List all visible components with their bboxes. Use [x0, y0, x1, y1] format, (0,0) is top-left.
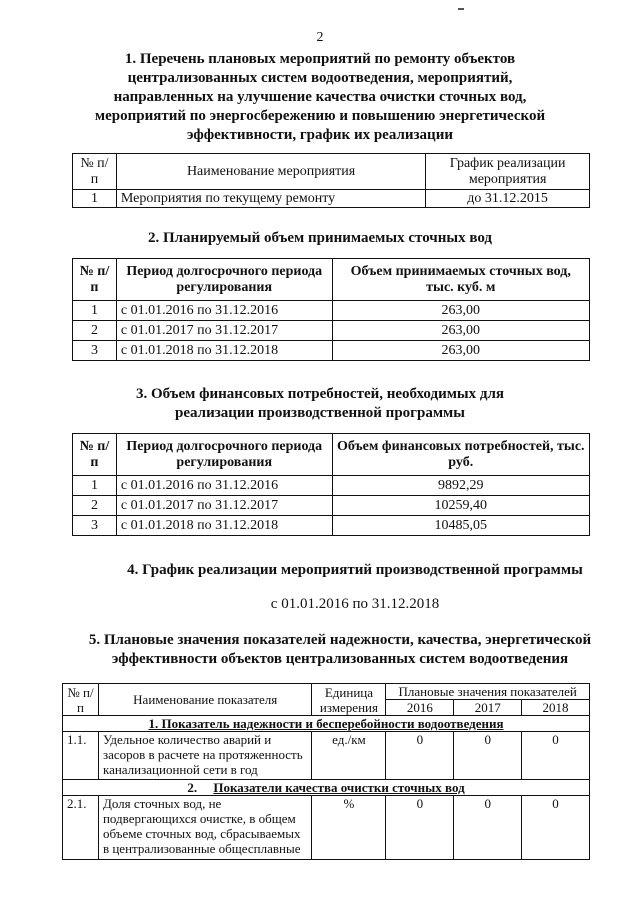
indicator-line: Удельное количество аварий и: [102, 732, 272, 747]
indicator-line: Доля сточных вод, не: [102, 796, 222, 811]
header-year: 2018: [522, 700, 590, 716]
group-title: [63, 716, 590, 732]
table-row: [73, 321, 590, 341]
cell-unit: ед./км: [312, 732, 386, 780]
group-title-num: 2.: [187, 780, 198, 795]
section4-title: 4. График реализации мероприятий производственной программы: [127, 562, 583, 578]
group-title-text: Показатели качества очистки сточных вод: [213, 780, 465, 795]
group-row: [63, 780, 590, 796]
header-activity-name: Наименование мероприятия: [116, 154, 425, 190]
cell-value: 0: [522, 796, 590, 860]
table-header-row: [73, 154, 590, 190]
header-unit: Единица измерения: [312, 684, 386, 716]
indicator-line: объеме сточных вод, сбрасываемых: [102, 826, 301, 841]
section1-title-line: эффективности, график их реализации: [187, 127, 453, 143]
wastewater-volume-table: [72, 258, 590, 361]
group-title-text: 1. Показатель надежности и бесперебойности водоотведения: [148, 716, 504, 731]
page-number: 2: [316, 30, 324, 45]
activities-table: [72, 153, 590, 208]
table-row: [73, 476, 590, 496]
cell-num: 1.1.: [63, 732, 99, 780]
section1-title-line: 1. Перечень плановых мероприятий по ремонту объектов: [124, 51, 516, 67]
cell-num: 2.1.: [63, 796, 99, 860]
indicator-line: канализационной сети в год: [102, 762, 258, 777]
cell-num: 1: [73, 301, 117, 321]
cell-deadline: до 31.12.2015: [426, 190, 590, 208]
cell-value: 0: [454, 732, 522, 780]
table-header-row: [73, 434, 590, 476]
table-header-row: [73, 259, 590, 301]
cell-amount: 10485,05: [332, 516, 589, 536]
cell-amount: 9892,29: [332, 476, 589, 496]
section1-title-line: направленных на улучшение качества очистки сточных вод,: [113, 89, 527, 105]
table-row: [63, 732, 590, 780]
cell-volume: 263,00: [332, 301, 589, 321]
cell-period: с 01.01.2018 по 31.12.2018: [116, 341, 332, 361]
cell-amount: 10259,40: [332, 496, 589, 516]
cell-volume: 263,00: [332, 341, 589, 361]
header-num: № п/п: [73, 434, 117, 476]
table-row: [63, 796, 590, 860]
scan-mark: [458, 8, 464, 10]
cell-indicator: [98, 796, 312, 860]
indicator-line: в централизованные общесплавные: [102, 841, 301, 856]
cell-period: с 01.01.2017 по 31.12.2017: [116, 321, 332, 341]
cell-period: с 01.01.2017 по 31.12.2017: [116, 496, 332, 516]
cell-num: 3: [73, 516, 117, 536]
section3-title-line: 3. Объем финансовых потребностей, необходимых для: [135, 386, 505, 402]
section5-title: [0, 631, 640, 669]
header-period: Период долгосрочного периода регулирования: [116, 434, 332, 476]
cell-num: 1: [73, 476, 117, 496]
header-period: Период долгосрочного периода регулирования: [116, 259, 332, 301]
section5-title-line: эффективности объектов централизованных систем водоотведения: [111, 651, 569, 667]
header-year: 2017: [454, 700, 522, 716]
cell-value: 0: [386, 796, 454, 860]
financial-needs-table: [72, 433, 590, 536]
cell-activity: Мероприятия по текущему ремонту: [116, 190, 425, 208]
section3-title-line: реализации производственной программы: [175, 405, 465, 421]
section1-title-line: централизованных систем водоотведения, мероприятий,: [127, 70, 513, 86]
header-schedule: График реализации мероприятия: [426, 154, 590, 190]
section2-title: 2. Планируемый объем принимаемых сточных вод: [147, 230, 493, 246]
table-row: [73, 496, 590, 516]
header-num: № п/п: [73, 259, 117, 301]
header-planned-values: Плановые значения показателей: [386, 684, 590, 700]
cell-period: с 01.01.2018 по 31.12.2018: [116, 516, 332, 536]
header-finance: Объем финансовых потребностей, тыс. руб.: [332, 434, 589, 476]
section4-period: с 01.01.2016 по 31.12.2018: [270, 596, 440, 612]
header-indicator-name: Наименование показателя: [98, 684, 312, 716]
cell-volume: 263,00: [332, 321, 589, 341]
cell-unit: %: [312, 796, 386, 860]
section1-title: [0, 50, 640, 145]
table-row: [73, 301, 590, 321]
cell-num: 2: [73, 496, 117, 516]
section1-title-line: мероприятий по энергосбережению и повышению энергетической: [94, 108, 546, 124]
cell-period: с 01.01.2016 по 31.12.2016: [116, 476, 332, 496]
table-row: [73, 341, 590, 361]
cell-value: 0: [454, 796, 522, 860]
indicator-line: засоров в расчете на протяженность: [102, 747, 303, 762]
table-row: [73, 516, 590, 536]
header-year: 2016: [386, 700, 454, 716]
cell-num: 2: [73, 321, 117, 341]
cell-num: 3: [73, 341, 117, 361]
header-volume: Объем принимаемых сточных вод, тыс. куб. м: [332, 259, 589, 301]
cell-indicator: [98, 732, 312, 780]
indicators-table: [62, 683, 590, 860]
table-row: [73, 190, 590, 208]
header-num: № п/п: [73, 154, 117, 190]
group-row: [63, 716, 590, 732]
table-header-row: [63, 684, 590, 700]
indicator-line: подвергающихся очистке, в общем: [102, 811, 296, 826]
cell-value: 0: [386, 732, 454, 780]
group-title: [63, 780, 590, 796]
cell-num: 1: [73, 190, 117, 208]
section5-title-line: 5. Плановые значения показателей надежности, качества, энергетической: [88, 632, 592, 648]
header-num: № п/п: [63, 684, 99, 716]
cell-value: 0: [522, 732, 590, 780]
section3-title: [0, 385, 640, 423]
cell-period: с 01.01.2016 по 31.12.2016: [116, 301, 332, 321]
